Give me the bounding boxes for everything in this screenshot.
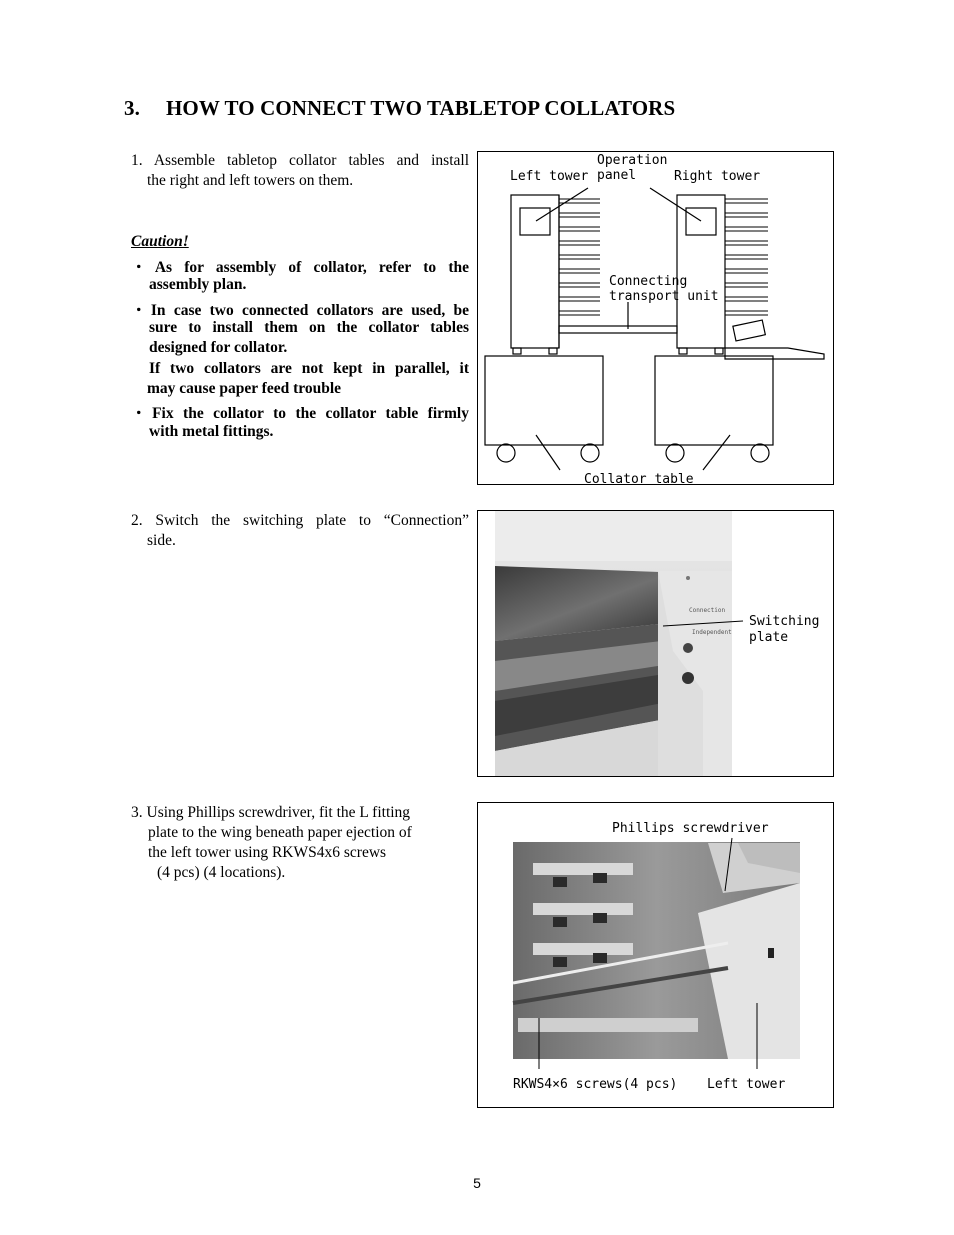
step2-line2: side. bbox=[147, 532, 176, 549]
caution-heading: Caution! bbox=[131, 233, 189, 250]
figure-collator-diagram bbox=[477, 151, 834, 485]
caution-bullet1-line1: ・As for assembly of collator, refer to the bbox=[131, 259, 469, 276]
step2-line1: 2. Switch the switching plate to “Connection” bbox=[131, 512, 469, 529]
label-switching: Switching bbox=[749, 614, 820, 629]
step3-line2: plate to the wing beneath paper ejection of bbox=[148, 824, 412, 841]
label-collator-table: Collator table bbox=[584, 472, 694, 484]
caution-bullet2-line1: ・In case two connected collators are used, be bbox=[131, 302, 469, 319]
step3-line4: (4 pcs) (4 locations). bbox=[157, 864, 286, 881]
label-panel: panel bbox=[597, 168, 637, 183]
step3-line1: 3. Using Phillips screwdriver, fit the L fitting bbox=[131, 804, 411, 821]
label-operation: Operation bbox=[597, 153, 668, 168]
section-title bbox=[124, 96, 675, 121]
label-plate: plate bbox=[749, 630, 789, 645]
step1-line1: 1. Assemble tabletop collator tables and install bbox=[131, 152, 469, 169]
label-left-tower-photo: Left tower bbox=[707, 1077, 786, 1092]
figure-switching-plate-photo bbox=[477, 510, 834, 777]
label-transport-unit: transport unit bbox=[609, 289, 719, 304]
label-phillips-screwdriver: Phillips screwdriver bbox=[612, 821, 769, 836]
caution-bullet2-line5: may cause paper feed trouble bbox=[147, 380, 342, 397]
figure-screwdriver-photo bbox=[477, 802, 834, 1108]
page-number: 5 bbox=[473, 1175, 481, 1191]
caution-bullet1-line2: assembly plan. bbox=[149, 276, 247, 293]
caution-bullet2-line3: designed for collator. bbox=[149, 339, 288, 356]
caution-bullet2-line4: If two collators are not kept in parallel, it bbox=[149, 360, 469, 377]
section-title-text: HOW TO CONNECT TWO TABLETOP COLLATORS bbox=[166, 96, 676, 120]
caution-bullet3-line2: with metal fittings. bbox=[149, 423, 274, 440]
label-right-tower: Right tower bbox=[674, 169, 761, 184]
caution-bullet3-line1: ・Fix the collator to the collator table firmly bbox=[131, 405, 469, 422]
label-screws: RKWS4×6 screws(4 pcs) bbox=[513, 1077, 678, 1092]
label-connecting: Connecting bbox=[609, 274, 688, 289]
caution-bullet2-line2: sure to install them on the collator tables bbox=[149, 319, 469, 336]
step1-line2: the right and left towers on them. bbox=[147, 172, 354, 189]
label-connection: Connection bbox=[689, 607, 726, 614]
step3-line3: the left tower using RKWS4x6 screws bbox=[148, 844, 387, 861]
label-independent: Independent bbox=[692, 629, 732, 636]
section-number: 3. bbox=[124, 96, 140, 120]
label-left-tower: Left tower bbox=[510, 169, 589, 184]
